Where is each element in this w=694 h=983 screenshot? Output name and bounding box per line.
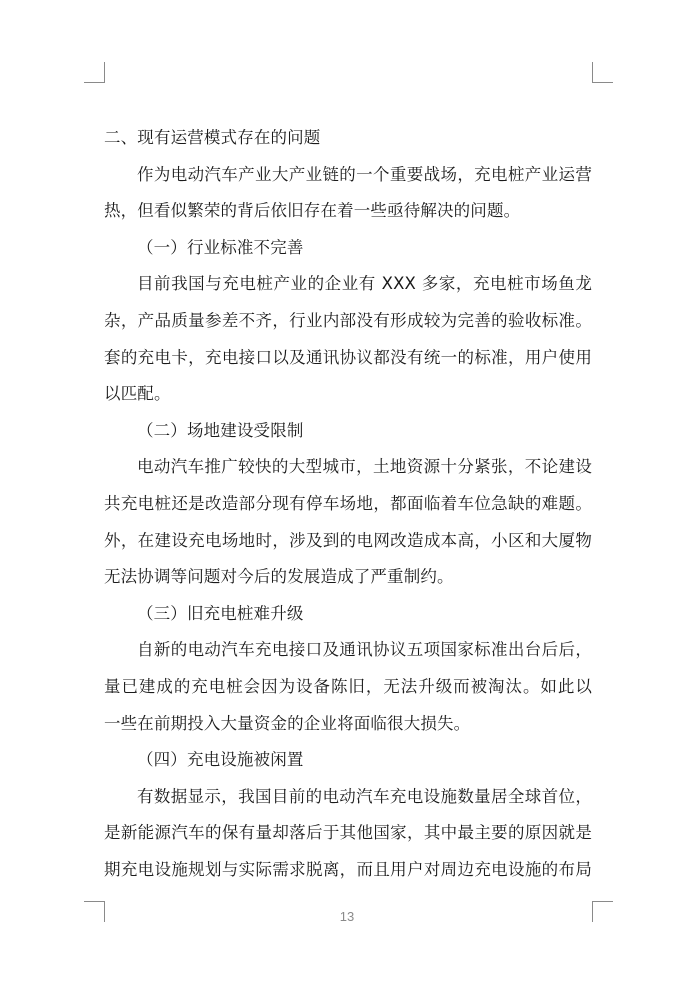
paragraph-line: 以匹配。	[104, 384, 171, 404]
paragraph-line: 无法协调等问题对今后的发展造成了严重制约。	[104, 567, 454, 587]
paragraph-line: 电动汽车推广较快的大型城市，土地资源十分紧张，不论建设	[137, 457, 592, 477]
crop-mark-top-left	[84, 62, 105, 83]
subsection-heading: （四）充电设施被闲置	[137, 750, 304, 770]
subsection-heading: （二）场地建设受限制	[137, 420, 304, 440]
subsection-heading: （三）旧充电桩难升级	[137, 603, 304, 623]
subsection-heading: （一）行业标准不完善	[137, 237, 304, 257]
paragraph-line: 一些在前期投入大量资金的企业将面临很大损失。	[104, 713, 471, 733]
paragraph-line: 目前我国与充电桩产业的企业有 XXX 多家，充电桩市场鱼龙	[137, 274, 592, 294]
paragraph-line: 外，在建设充电场地时，涉及到的电网改造成本高，小区和大厦物	[104, 530, 592, 550]
section-heading: 二、现有运营模式存在的问题	[104, 128, 321, 147]
page-number: 13	[339, 909, 355, 924]
paragraph-line: 有数据显示，我国目前的电动汽车充电设施数量居全球首位，	[137, 786, 592, 806]
document-body	[104, 120, 592, 888]
paragraph-line: 杂，产品质量参差不齐，行业内部没有形成较为完善的验收标准。	[104, 310, 592, 330]
paragraph-line: 套的充电卡，充电接口以及通讯协议都没有统一的标准，用户使用	[104, 347, 592, 367]
paragraph-line: 是新能源汽车的保有量却落后于其他国家，其中最主要的原因就是	[104, 823, 592, 843]
paragraph-line: 量已建成的充电桩会因为设备陈旧，无法升级而被淘汰。如此以	[104, 676, 592, 696]
paragraph-line: 期充电设施规划与实际需求脱离，而且用户对周边充电设施的布局	[104, 859, 592, 879]
crop-mark-top-right	[592, 62, 613, 83]
paragraph-line: 共充电桩还是改造部分现有停车场地，都面临着车位急缺的难题。	[104, 493, 592, 513]
intro-line: 作为电动汽车产业大产业链的一个重要战场，充电桩产业运营	[137, 164, 592, 184]
intro-line: 热，但看似繁荣的背后依旧存在着一些亟待解决的问题。	[104, 201, 521, 221]
paragraph-line: 自新的电动汽车充电接口及通讯协议五项国家标准出台后后，	[137, 640, 592, 660]
